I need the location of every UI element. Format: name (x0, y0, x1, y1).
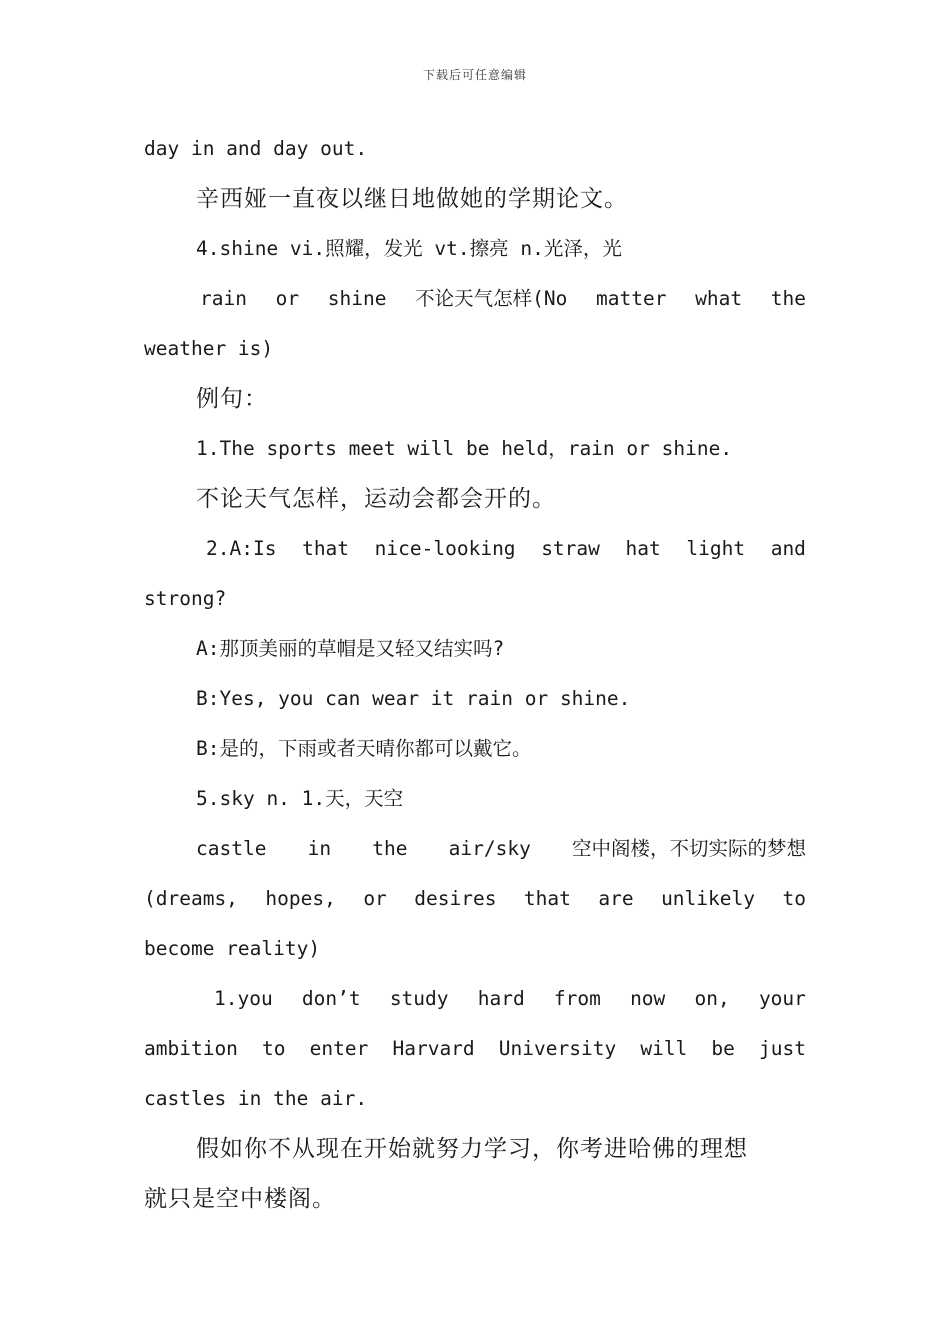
justified-line (144, 974, 806, 1024)
text-line: castles in the air. (144, 1087, 368, 1110)
word: that (302, 537, 350, 560)
word: the (770, 287, 806, 310)
word: desires (414, 887, 497, 910)
word: hard (477, 987, 525, 1010)
word: rain (200, 287, 247, 310)
word: and (770, 537, 806, 560)
word: unlikely (661, 887, 755, 910)
word: straw (541, 537, 600, 560)
justified-line (144, 524, 806, 574)
text-line: become reality) (144, 937, 321, 960)
text-line: day in and day out. (144, 137, 368, 160)
word: to (262, 1037, 286, 1060)
word: or (275, 287, 300, 310)
word: shine (327, 287, 387, 310)
text-line: 辛西娅一直夜以继日地做她的学期论文。 (196, 186, 628, 212)
word: Harvard (392, 1037, 475, 1060)
justified-line (144, 874, 806, 924)
word: that (523, 887, 571, 910)
word: don’t (301, 987, 361, 1010)
word: (dreams, (144, 887, 238, 910)
word: from (553, 987, 601, 1010)
justified-line (144, 274, 806, 324)
word: to (782, 887, 806, 910)
word: 空中阁楼，不切实际的梦想 (571, 837, 806, 860)
word: what (695, 287, 743, 310)
word: now (630, 987, 666, 1010)
text-line: weather is) (144, 337, 274, 360)
text-line: B:Yes, you can wear it rain or shine. (196, 687, 631, 710)
word: hat (625, 537, 661, 560)
text-line: 假如你不从现在开始就努力学习，你考进哈佛的理想 (196, 1136, 748, 1162)
word: your (758, 987, 806, 1010)
text-line: 就只是空中楼阁。 (144, 1186, 336, 1212)
text-line: 5.sky n. 1.天，天空 (196, 787, 404, 810)
word: just (759, 1037, 806, 1060)
word: air/sky (448, 837, 531, 860)
justified-line (144, 1024, 806, 1074)
word: be (711, 1037, 735, 1060)
word: 1.you (214, 987, 273, 1010)
word: castle (196, 837, 267, 860)
word: or (363, 887, 387, 910)
document-body (144, 124, 806, 1224)
word: light (686, 537, 746, 560)
word: hopes, (265, 887, 336, 910)
word: matter (596, 287, 667, 310)
word: will (640, 1037, 688, 1060)
word: ambition (144, 1037, 238, 1060)
word: are (598, 887, 634, 910)
word: in (307, 837, 332, 860)
word: enter (309, 1037, 369, 1060)
text-line: 不论天气怎样，运动会都会开的。 (196, 486, 556, 512)
word: nice-looking (374, 537, 516, 560)
page-header: 下载后可任意编辑 (422, 68, 527, 82)
text-line: A:那顶美丽的草帽是又轻又结实吗? (196, 637, 505, 660)
text-line: strong? (144, 587, 227, 610)
word: on, (694, 987, 730, 1010)
text-line: 4.shine vi.照耀，发光 vt.擦亮 n.光泽，光 (196, 237, 622, 260)
text-line: 1.The sports meet will be held，rain or shine. (196, 437, 733, 460)
word: 2.A:Is (206, 537, 277, 560)
text-line: B:是的，下雨或者天晴你都可以戴它。 (196, 737, 532, 760)
justified-line (144, 824, 806, 874)
word: 不论天气怎样(No (415, 287, 568, 310)
text-line: 例句： (196, 386, 268, 412)
word: the (372, 837, 408, 860)
word: University (498, 1037, 617, 1060)
word: study (389, 987, 449, 1010)
